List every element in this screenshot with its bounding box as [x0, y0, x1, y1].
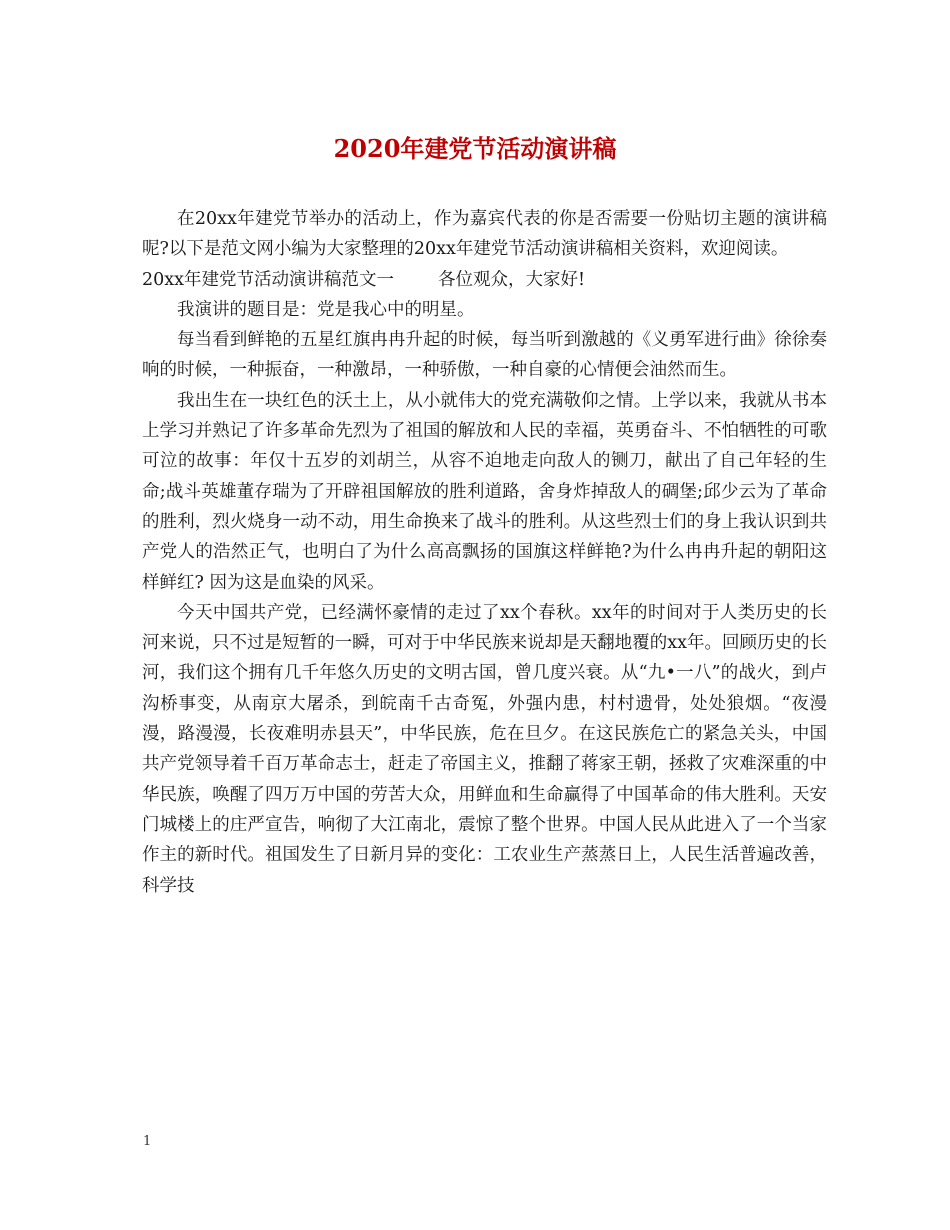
paragraph-martyrs: 我出生在一块红色的沃土上，从小就伟大的党充满敬仰之情。上学以来，我就从书本上学习并熟记了许多革命先烈为了祖国的解放和人民的幸福，英勇奋斗、不怕牺牲的可歌可泣的故事：年仅十五岁的刘胡兰，从容不迫地走向敌人的铡刀，献出了自己年轻的生命;战斗英雄董存瑞为了开辟祖国解放的胜利道路，舍身炸掉敌人的碉堡;邱少云为了革命的胜利，烈火烧身一动不动，用生命换来了战斗的胜利。从这些烈士们的身上我认识到共产党人的浩然正气，也明白了为什么高高飘扬的国旗这样鲜艳?为什么冉冉升起的朝阳这样鲜红? 因为这是血染的风采。	[142, 390, 827, 593]
document-title: 2020年建党节活动演讲稿	[333, 134, 617, 163]
greeting: 各位观众，大家好!	[438, 269, 586, 290]
section-heading: 20xx年建党节活动演讲稿范文一	[142, 269, 395, 290]
intro-paragraph: 在20xx年建党节举办的活动上，作为嘉宾代表的你是否需要一份贴切主题的演讲稿呢?以下是范文网小编为大家整理的20xx年建党节活动演讲稿相关资料，欢迎阅读。	[142, 209, 827, 260]
paragraph-history: 今天中国共产党，已经满怀豪情的走过了xx个春秋。xx年的时间对于人类历史的长河来说，只不过是短暂的一瞬，可对于中华民族来说却是天翻地覆的xx年。回顾历史的长河，我们这个拥有几千年悠久历史的文明古国，曾几度兴衰。从“九•一八”的战火，到卢沟桥事变，从南京大屠杀，到皖南千古奇冤，外强内患，村村遗骨，处处狼烟。“夜漫漫，路漫漫，长夜难明赤县天”，中华民族，危在旦夕。在这民族危亡的紧急关头，中国共产党领导着千百万革命志士，赶走了帝国主义，推翻了蒋家王朝，拯救了灾难深重的中华民族，唤醒了四万万中国的劳苦大众，用鲜血和生命赢得了中国革命的伟大胜利。天安门城楼上的庄严宣告，响彻了大江南北，震惊了整个世界。中国人民从此进入了一个当家作主的新时代。祖国发生了日新月异的变化：工农业生产蒸蒸日上，人民生活普遍改善，科学技	[142, 602, 827, 896]
paragraph-topic: 我演讲的题目是：党是我心中的明星。	[177, 299, 475, 320]
paragraph-flag: 每当看到鲜艳的五星红旗冉冉升起的时候，每当听到激越的《义勇军进行曲》徐徐奏响的时候，一种振奋，一种激昂，一种骄傲，一种自豪的心情便会油然而生。	[142, 330, 827, 381]
page-number: 1	[143, 1134, 152, 1149]
document-body	[142, 204, 827, 901]
section-heading-line	[142, 265, 827, 295]
